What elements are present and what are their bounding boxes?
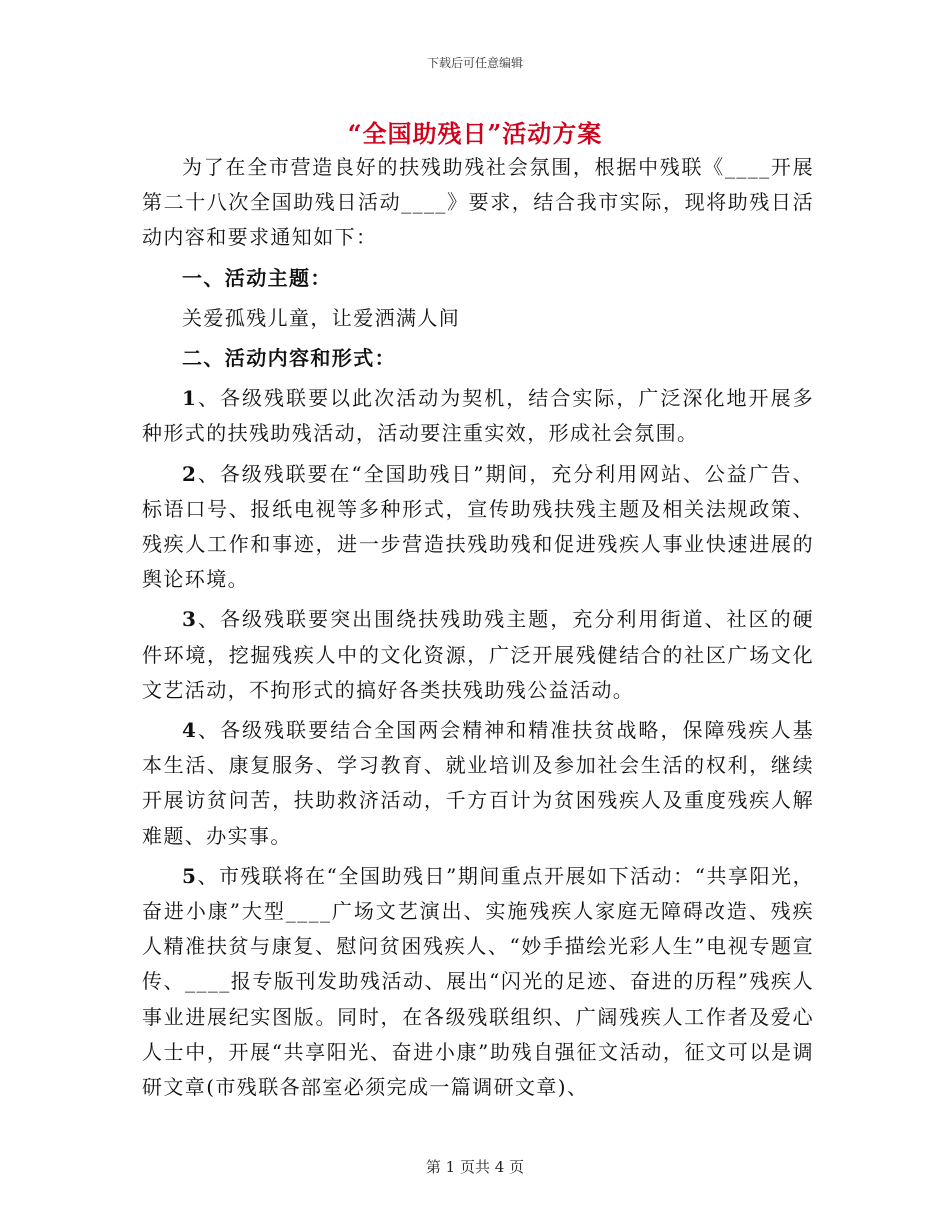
list-item-1: [142, 381, 814, 451]
list-item-4: [142, 713, 814, 854]
document-title: “全国助残日”活动方案: [347, 119, 603, 148]
list-item-text: 、各级残联要在“全国助残日”期间，充分利用网站、公益广告、标语口号、报纸电视等多种形式，宣传助残扶残主题及相关法规政策、残疾人工作和事迹，进一步营造扶残助残和促进残疾人事业快速进展的舆论环境。: [142, 461, 814, 592]
list-item-5: [142, 859, 814, 1105]
document-body: [142, 150, 814, 1110]
list-item-text: 、各级残联要以此次活动为契机，结合实际，广泛深化地开展多种形式的扶残助残活动，活动要注重实效，形成社会氛围。: [142, 386, 814, 446]
list-item-number: 4: [182, 718, 198, 743]
list-item-text: 、各级残联要突出围绕扶残助残主题，充分利用街道、社区的硬件环境，挖掘残疾人中的文化资源，广泛开展残健结合的社区广场文化文艺活动，不拘形式的搞好各类扶残助残公益活动。: [142, 607, 814, 702]
list-item-number: 5: [182, 863, 198, 888]
list-item-3: [142, 602, 814, 708]
intro-paragraph: 为了在全市营造良好的扶残助残社会氛围，根据中残联《____开展第二十八次全国助残日活动____》要求，结合我市实际，现将助残日活动内容和要求通知如下：: [142, 155, 814, 250]
list-item-number: 2: [182, 461, 198, 486]
page-number: 第 1 页共 4 页: [425, 1158, 525, 1176]
theme-text: 关爱孤残儿童，让爱洒满人间: [182, 305, 461, 330]
list-item-text: 、各级残联要结合全国两会精神和精准扶贫战略，保障残疾人基本生活、康复服务、学习教育、就业培训及参加社会生活的权利，继续开展访贫问苦，扶助救济活动，千方百计为贫困残疾人及重度残疾人解难题、办实事。: [142, 718, 814, 848]
list-item-number: 1: [182, 386, 198, 411]
list-item-2: [142, 457, 814, 598]
list-item-text: 、市残联将在“全国助残日”期间重点开展如下活动：“共享阳光，奋进小康”大型____广场文艺演出、实施残疾人家庭无障碍改造、残疾人精准扶贫与康复、慰问贫困残疾人、“妙手描绘光彩人生”电视专题宣传、____报专版刊发助残活动、展出“闪光的足迹、奋进的历程”残疾人事业进展纪实图版。同时，在各级残联组织、广阔残疾人工作者及爱心人士中，开展“共享阳光、奋进小康”助残自强征文活动，征文可以是调研文章(市残联各部室必须完成一篇调研文章)、: [142, 863, 814, 1100]
section-heading-theme: 一、活动主题：: [182, 265, 332, 290]
list-item-number: 3: [182, 607, 198, 632]
page-header-note: 下载后可任意编辑: [426, 56, 523, 70]
section-heading-content: 二、活动内容和形式：: [182, 346, 396, 371]
